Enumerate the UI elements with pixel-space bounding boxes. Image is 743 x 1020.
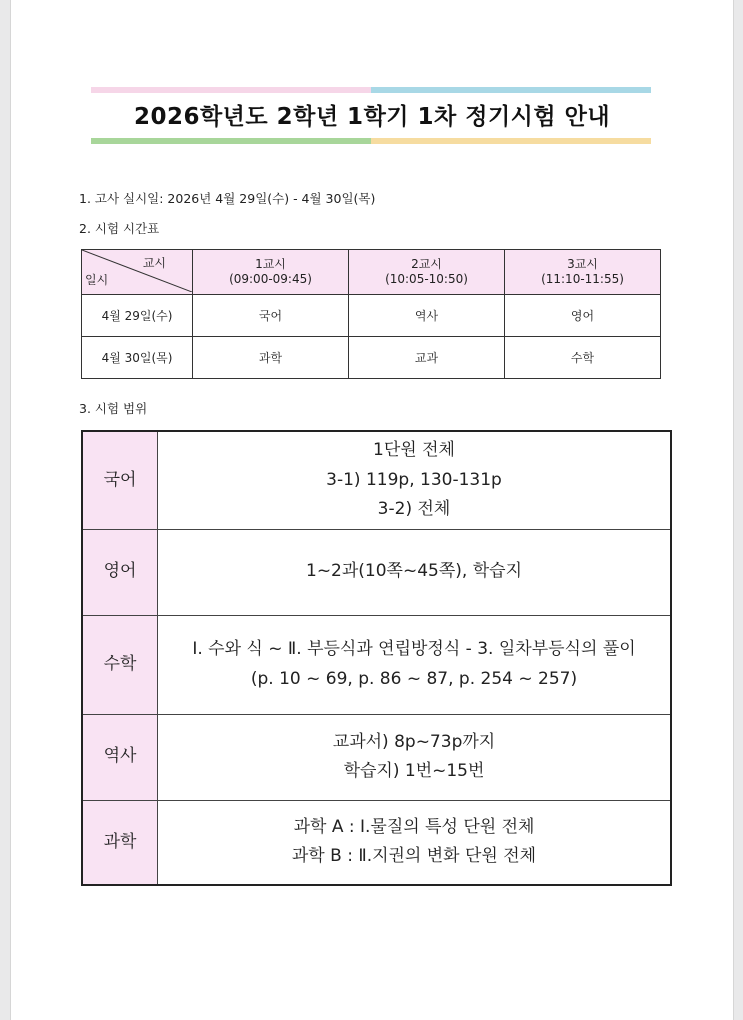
period-name: 3교시 bbox=[567, 257, 598, 271]
scope-subject-cell: 과학 bbox=[82, 800, 158, 885]
document-page bbox=[10, 0, 734, 1020]
period-header-3 bbox=[505, 250, 661, 295]
scope-row-english bbox=[82, 529, 671, 615]
period-name: 2교시 bbox=[411, 257, 442, 271]
scope-range-cell bbox=[158, 431, 672, 529]
period-header-1 bbox=[193, 250, 349, 295]
scope-table bbox=[81, 430, 672, 886]
scope-row-science bbox=[82, 800, 671, 885]
schedule-subject-cell: 과학 bbox=[193, 337, 349, 379]
scope-subject-cell: 수학 bbox=[82, 615, 158, 714]
period-header-2 bbox=[349, 250, 505, 295]
schedule-date-cell: 4월 29일(수) bbox=[82, 295, 193, 337]
scope-range-line: 과학 B : Ⅱ.지권의 변화 단원 전체 bbox=[291, 846, 537, 867]
schedule-subject-cell: 수학 bbox=[505, 337, 661, 379]
scope-range-line: (p. 10 ~ 69, p. 86 ~ 87, p. 254 ~ 257) bbox=[250, 668, 578, 689]
schedule-row-2 bbox=[82, 337, 661, 379]
scope-range-line: 교과서) 8p~73p까지 bbox=[332, 731, 496, 752]
period-name: 1교시 bbox=[255, 257, 286, 271]
scope-range-cell bbox=[158, 529, 672, 615]
scope-range-line: 3-1) 119p, 130-131p bbox=[326, 469, 502, 490]
scope-row-history bbox=[82, 714, 671, 800]
scope-subject-cell: 역사 bbox=[82, 714, 158, 800]
scope-range-cell bbox=[158, 714, 672, 800]
corner-period-label: 교시 bbox=[142, 256, 166, 270]
schedule-header-row bbox=[82, 250, 661, 295]
corner-date-label: 일시 bbox=[85, 273, 109, 287]
scope-range-line: 학습지) 1번~15번 bbox=[343, 761, 485, 781]
schedule-corner-cell bbox=[82, 250, 193, 295]
scope-subject-cell: 국어 bbox=[82, 431, 158, 529]
title-bar-bottom-right bbox=[371, 138, 651, 144]
schedule-row-1 bbox=[82, 295, 661, 337]
schedule-subject-cell: 영어 bbox=[505, 295, 661, 337]
scope-heading: 3. 시험 범위 bbox=[79, 401, 148, 416]
scope-range-cell bbox=[158, 615, 672, 714]
schedule-heading: 2. 시험 시간표 bbox=[79, 221, 160, 236]
title-bar-top-left bbox=[91, 87, 371, 93]
scope-row-korean bbox=[82, 431, 671, 529]
title-bar-bottom-left bbox=[91, 138, 371, 144]
scope-range-line: Ⅰ. 수와 식 ~ Ⅱ. 부등식과 연립방정식 - 3. 일차부등식의 풀이 bbox=[192, 639, 636, 660]
period-time: (09:00-09:45) bbox=[229, 272, 312, 286]
scope-range-line: 1~2과(10쪽~45쪽), 학습지 bbox=[306, 561, 522, 582]
scope-range-cell bbox=[158, 800, 672, 885]
period-time: (10:05-10:50) bbox=[385, 272, 468, 286]
page-title: 2026학년도 2학년 1학기 1차 정기시험 안내 bbox=[133, 104, 611, 130]
schedule-subject-cell: 국어 bbox=[193, 295, 349, 337]
scope-range-line: 1단원 전체 bbox=[373, 440, 455, 461]
scope-row-math bbox=[82, 615, 671, 714]
schedule-subject-cell: 역사 bbox=[349, 295, 505, 337]
period-time: (11:10-11:55) bbox=[541, 272, 624, 286]
exam-dates-line: 1. 고사 실시일: 2026년 4월 29일(수) - 4월 30일(목) bbox=[79, 191, 376, 206]
scope-range-line: 과학 A : Ⅰ.물질의 특성 단원 전체 bbox=[293, 817, 535, 838]
schedule-table bbox=[81, 249, 661, 379]
schedule-date-cell: 4월 30일(목) bbox=[82, 337, 193, 379]
scope-range-line: 3-2) 전체 bbox=[377, 498, 451, 519]
title-bar-top-right bbox=[371, 87, 651, 93]
scope-subject-cell: 영어 bbox=[82, 529, 158, 615]
schedule-subject-cell: 교과 bbox=[349, 337, 505, 379]
